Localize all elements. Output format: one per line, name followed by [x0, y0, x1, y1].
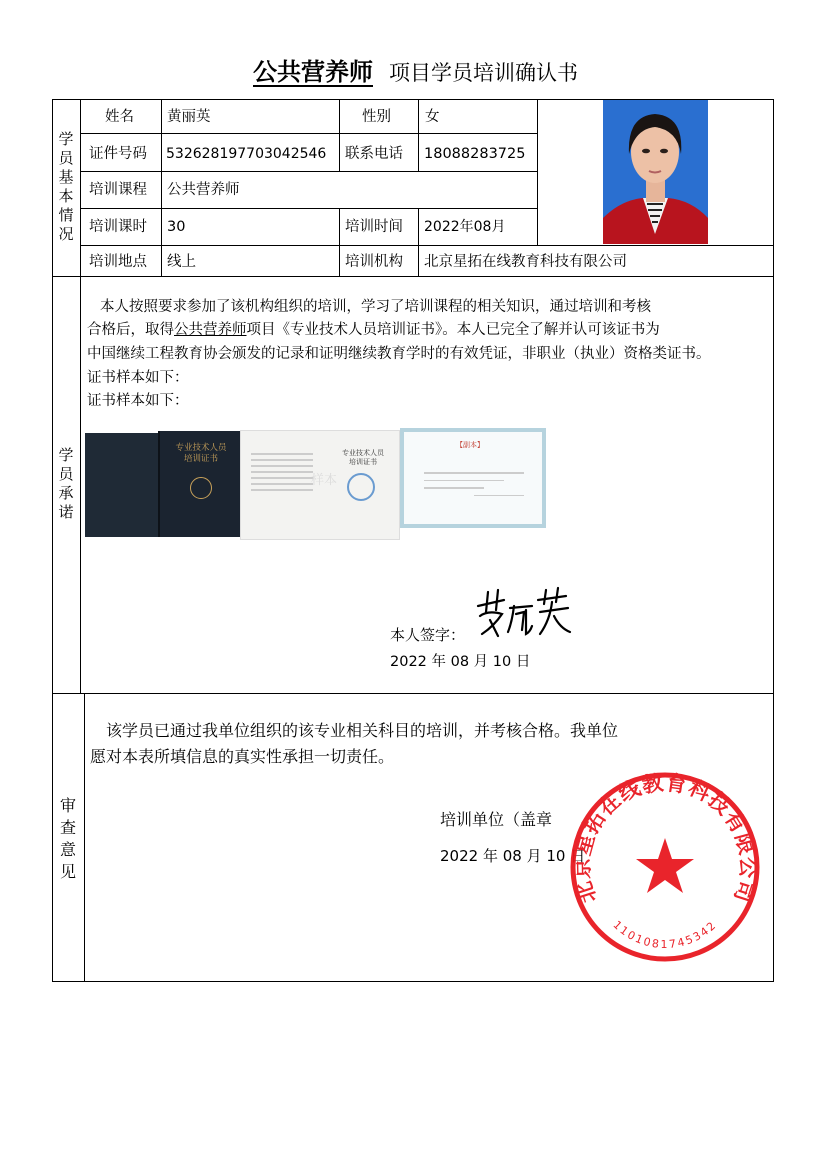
seal-number: 1101081745342 — [610, 918, 720, 952]
signature — [474, 586, 574, 640]
cert-inner-title1: 专业技术人员 — [342, 449, 384, 457]
phone-label: 联系电话 — [345, 146, 403, 162]
section-label-pledge: 学员承诺 — [58, 446, 74, 521]
pledge-line-3: 中国继续工程教育协会颁发的记录和证明继续教育学时的有效凭证，非职业（执业）资格类证书。 — [87, 346, 711, 362]
hours-label: 培训课时 — [89, 219, 147, 235]
pledge-course: 公共营养师 — [174, 322, 247, 338]
place-label: 培训地点 — [89, 254, 147, 270]
cert-watermark: 样本 — [311, 473, 338, 488]
cert-sample-back — [85, 433, 163, 537]
pledge-line-2: 合格后，取得公共营养师项目《专业技术人员培训证书》。本人已完全了解并认可该证书为 — [87, 322, 660, 338]
title-main: 公共营养师 — [253, 58, 373, 86]
time-value: 2022年08月 — [424, 219, 506, 235]
cert-inner-text — [251, 449, 313, 495]
section-label-basic: 学员基本情况 — [58, 130, 74, 243]
phone-value: 18088283725 — [424, 146, 526, 162]
title-sub: 项目学员培训确认书 — [389, 61, 578, 85]
org-value: 北京星拓在线教育科技有限公司 — [424, 254, 627, 270]
cert-cover-line1: 专业技术人员 — [175, 443, 227, 453]
course-value: 公共营养师 — [167, 182, 240, 198]
student-photo — [603, 100, 708, 244]
review-line-1: 该学员已通过我单位组织的该专业相关科目的培训，并考核合格。我单位 — [106, 721, 619, 740]
cert-sample-copy — [400, 428, 546, 528]
time-label: 培训时间 — [345, 219, 403, 235]
svg-text:1101081745342 — [610, 918, 719, 951]
cert-inner-emblem — [347, 473, 375, 501]
cert-cover-line2: 培训证书 — [183, 454, 218, 464]
id-label: 证件号码 — [89, 146, 147, 162]
pledge-line-4: 证书样本如下： — [87, 370, 189, 386]
id-value: 532628197703042546 — [166, 146, 327, 162]
pledge-line-1: 本人按照要求参加了该机构组织的培训，学习了培训课程的相关知识，通过培训和考核 — [100, 299, 651, 315]
official-seal — [568, 770, 762, 964]
seal-text: 北京星拓在线教育科技有限公司 — [568, 770, 762, 907]
cert-copy-text — [424, 466, 524, 502]
page-title — [0, 52, 827, 87]
cert-sample-cover — [158, 431, 242, 537]
pledge-line-5: 证书样本如下： — [87, 393, 189, 409]
hours-value: 30 — [167, 219, 186, 235]
name-value: 黄丽英 — [167, 109, 211, 125]
gender-value: 女 — [425, 109, 440, 125]
cert-cover-emblem — [190, 477, 212, 499]
cert-copy-tag: 【副本】 — [456, 441, 484, 449]
pledge-date: 2022 年 08 月 10 日 — [390, 654, 531, 670]
cert-inner-title2: 培训证书 — [349, 458, 377, 466]
signature-label: 本人签字： — [390, 626, 466, 644]
review-unit-label: 培训单位（盖章 — [440, 810, 553, 829]
review-line-2: 愿对本表所填信息的真实性承担一切责任。 — [90, 747, 395, 766]
cert-sample-inner — [240, 430, 400, 540]
course-label: 培训课程 — [89, 182, 147, 198]
section-label-review: 审查意见 — [59, 796, 76, 881]
place-value: 线上 — [167, 254, 196, 270]
org-label: 培训机构 — [345, 254, 403, 270]
review-date: 2022 年 08 月 10 日 — [440, 847, 586, 865]
name-label: 姓名 — [105, 109, 134, 125]
gender-label: 性别 — [362, 109, 391, 125]
